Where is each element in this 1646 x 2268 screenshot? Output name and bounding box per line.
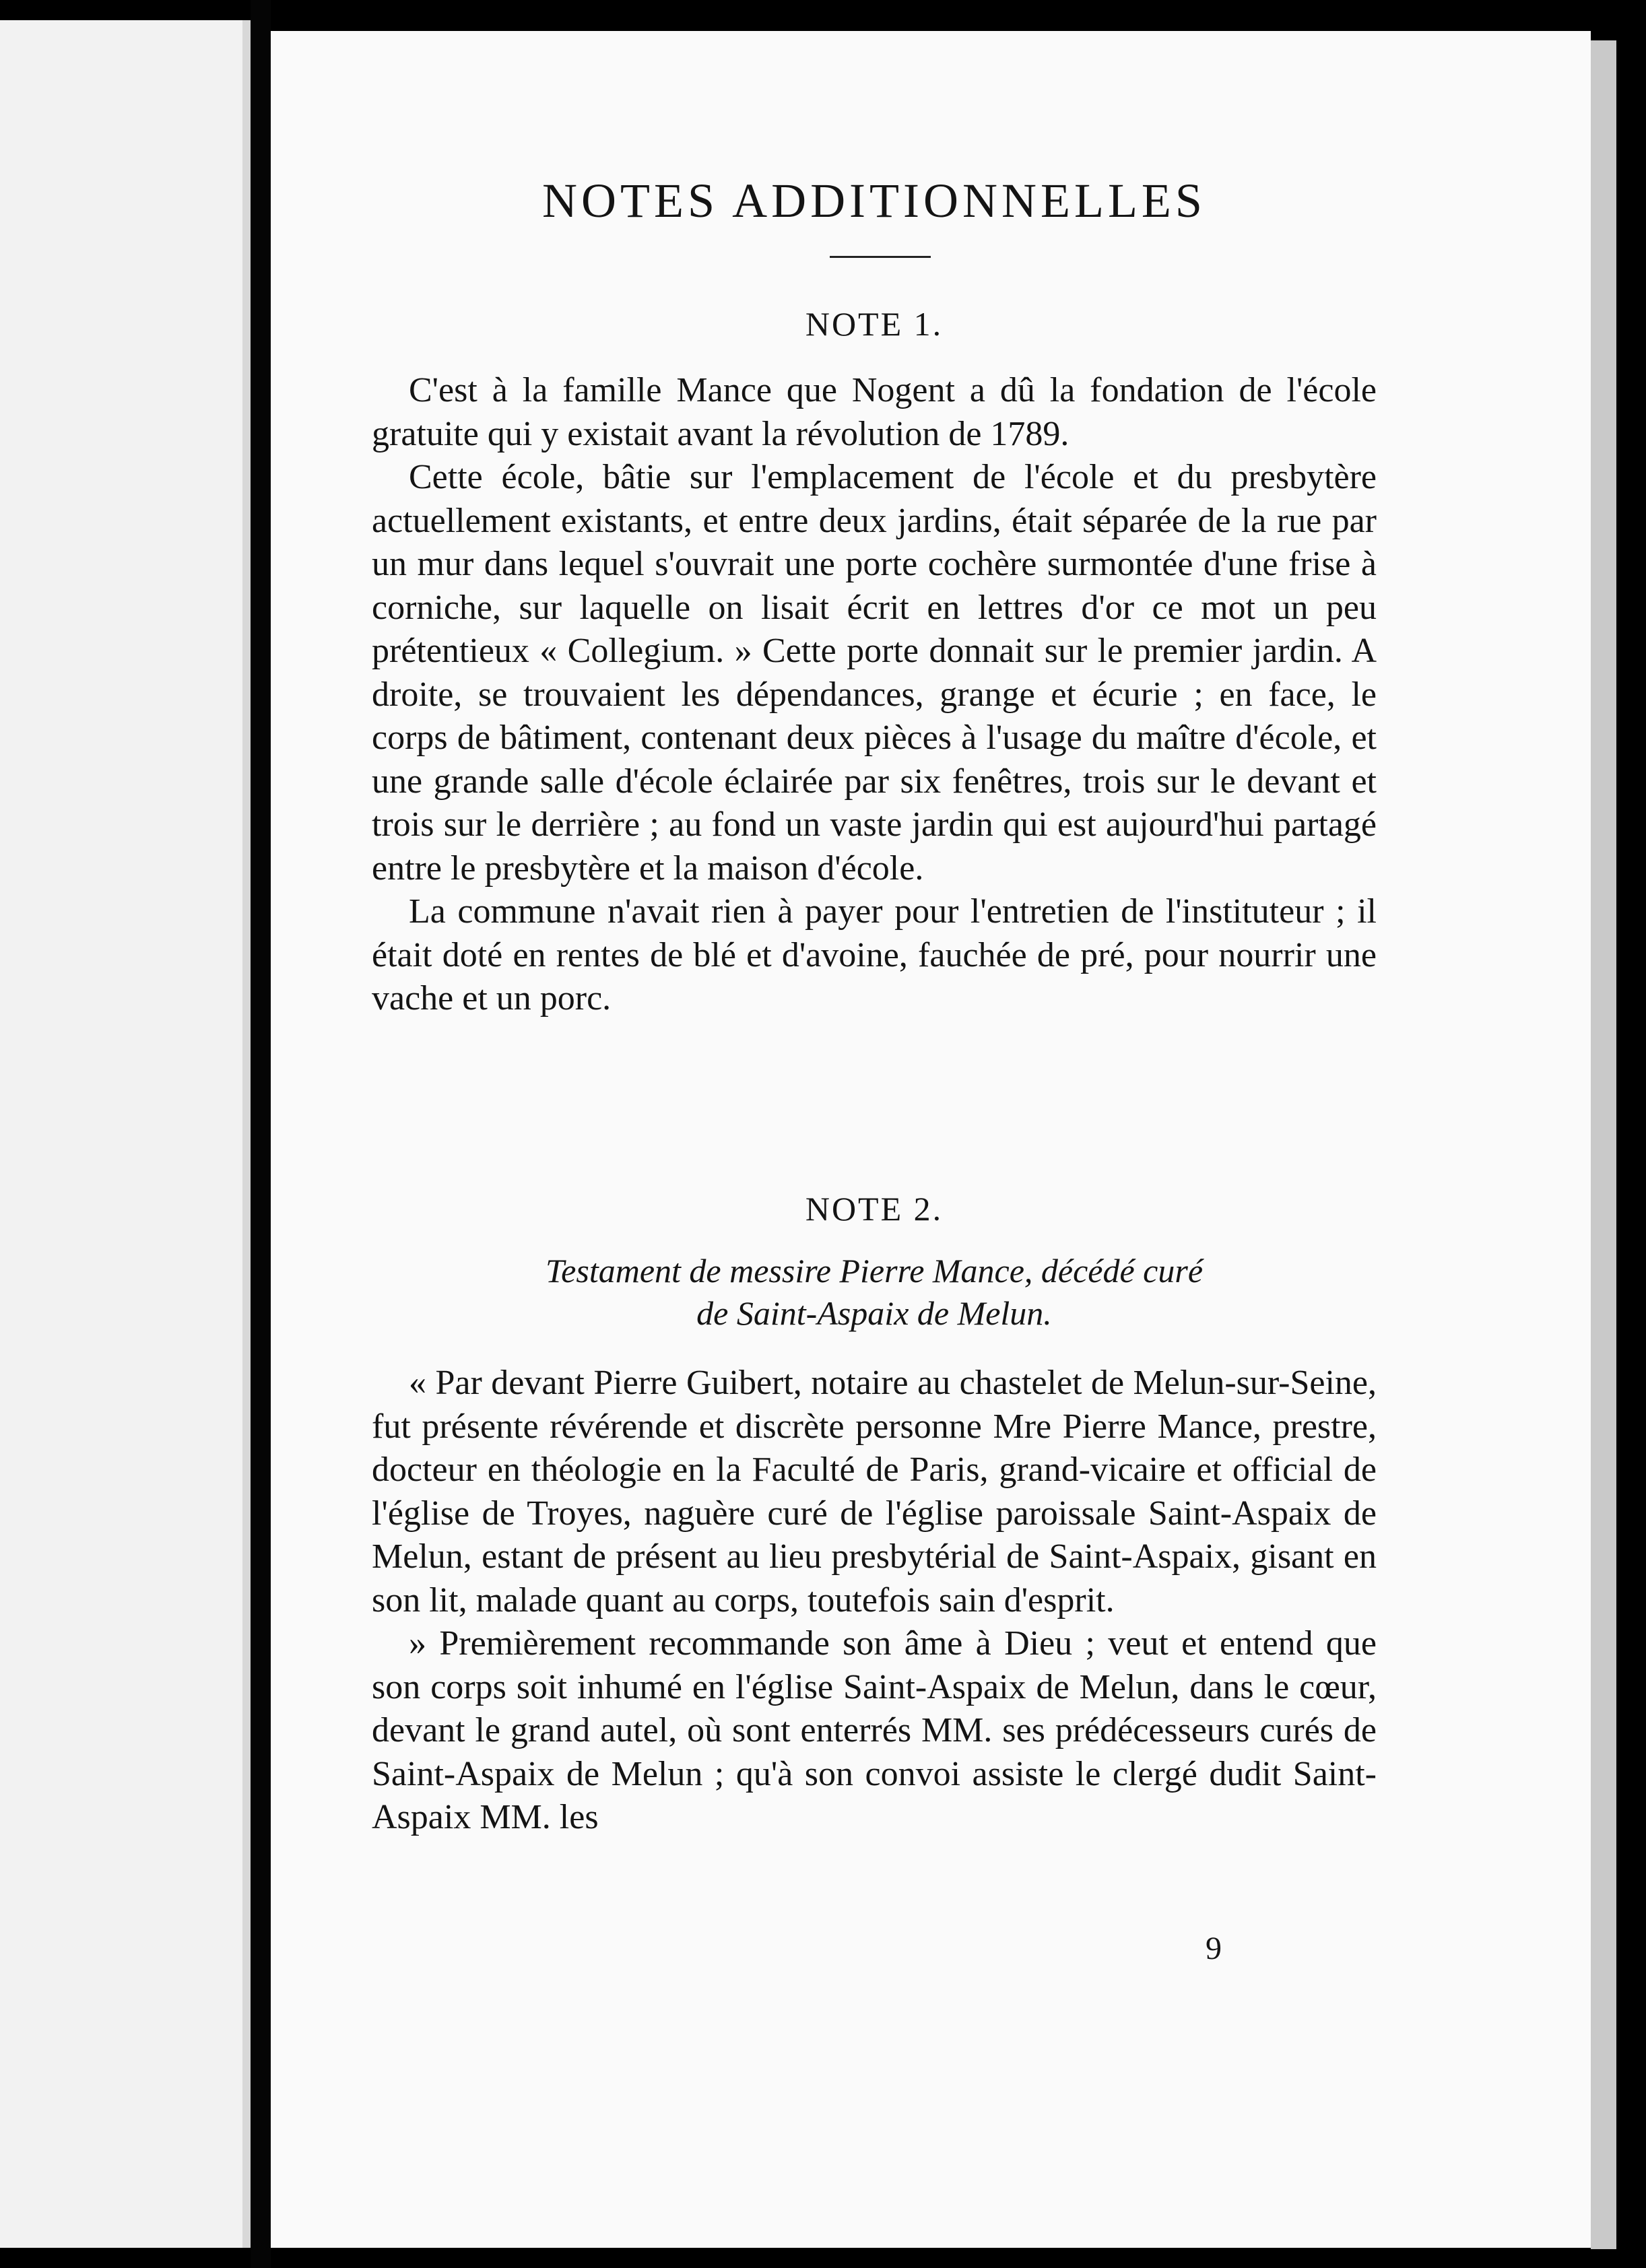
paragraph: « Par devant Pierre Guibert, notaire au chastelet de Melun-sur-Seine, fut présente révérende et discrète personne Mre Pierre Mance, prestre, docteur en théologie en la Faculté de Paris, grand-vicaire et official de l'église de Troyes, naguère curé de l'église paroissale Saint-Aspaix de Melun, estant de présent au lieu presbytérial de Saint-Aspaix, gisant en son lit, malade quant au corps, toutefois sain d'esprit. <box>372 1364 1377 1620</box>
note-1-heading: NOTE 1. <box>805 305 944 343</box>
note-1-body <box>372 369 1377 1021</box>
paragraph: C'est à la famille Mance que Nogent a dû la fondation de l'école gratuite qui y existait avant la révolution de 1789. <box>372 371 1377 453</box>
title-divider <box>830 256 931 258</box>
subtitle-line: Testament de messire Pierre Mance, décédé curé <box>545 1252 1204 1290</box>
page-stack-edge <box>1591 40 1616 2249</box>
paragraph: » Premièrement recommande son âme à Dieu ; veut et entend que son corps soit inhumé en l'église Saint-Aspaix de Melun, dans le cœur, devant le grand autel, où sont enterrés MM. ses prédécesseurs curés de Saint-Aspaix de Melun ; qu'à son convoi assiste le clergé dudit Saint-Aspaix MM. les <box>372 1624 1377 1836</box>
note-2-subtitle <box>372 1250 1377 1335</box>
left-page-edge-scan <box>0 20 251 2248</box>
left-page-shadow <box>242 20 251 2248</box>
page-sheet <box>271 31 1591 2248</box>
note-2-heading: NOTE 2. <box>805 1190 944 1228</box>
paragraph: La commune n'avait rien à payer pour l'entretien de l'instituteur ; il était doté en rentes de blé et d'avoine, fauchée de pré, pour nourrir une vache et un porc. <box>372 892 1377 1018</box>
page-number: 9 <box>1206 1931 1222 1966</box>
book-gutter <box>251 0 271 2268</box>
paragraph: Cette école, bâtie sur l'emplacement de l'école et du presbytère actuellement existants, et entre deux jardins, était séparée de la rue par un mur dans lequel s'ouvrait une porte cochère surmontée d'une frise à corniche, sur laquelle on lisait écrit en lettres d'or ce mot un peu prétentieux « Collegium. » Cette porte donnait sur le premier jardin. A droite, se trouvaient les dépendances, grange et écurie ; en face, le corps de bâtiment, contenant deux pièces à l'usage du maître d'école, et une grande salle d'école éclairée par six fenêtres, trois sur le devant et trois sur le derrière ; au fond un vaste jardin qui est aujourd'hui partagé entre le presbytère et la maison d'école. <box>372 458 1377 888</box>
page-title: NOTES ADDITIONNELLES <box>542 174 1206 228</box>
note-2-body <box>372 1362 1377 1840</box>
subtitle-line: de Saint-Aspaix de Melun. <box>696 1294 1052 1332</box>
